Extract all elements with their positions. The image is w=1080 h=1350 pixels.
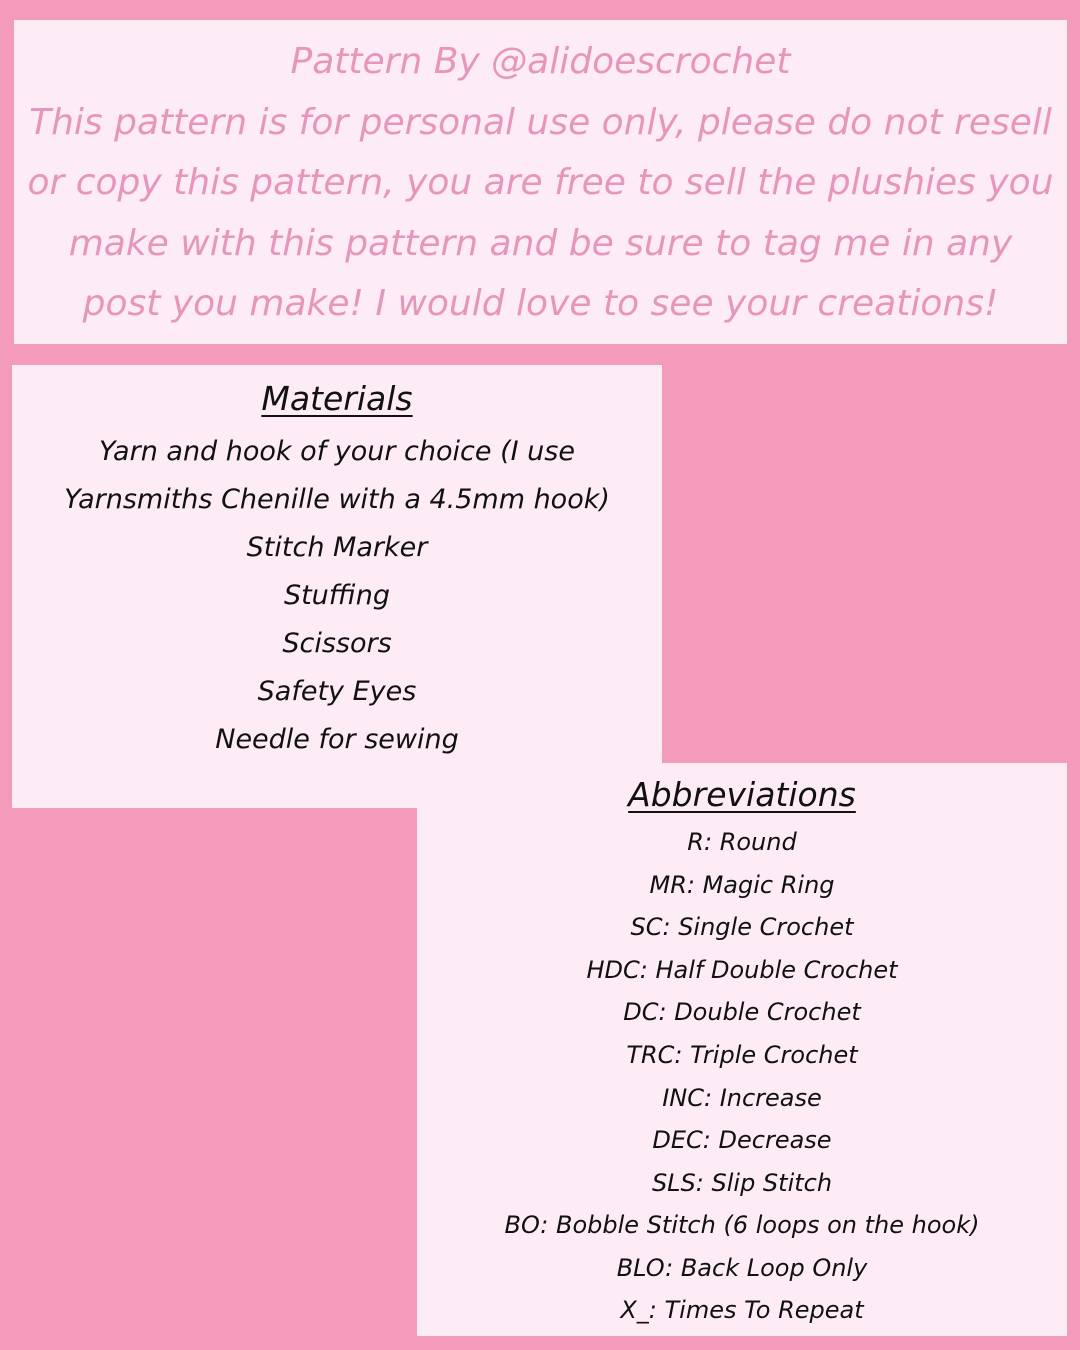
abbreviations-card <box>417 763 1067 1336</box>
abbreviations-heading <box>417 776 1067 814</box>
materials-card <box>12 365 662 808</box>
materials-item: Stuffing <box>283 580 391 611</box>
abbreviation-item: TRC: Triple Crochet <box>626 1041 858 1069</box>
notice-line: make with this pattern and be sure to tag me in any <box>68 223 1013 264</box>
materials-item: Stitch Marker <box>246 532 428 563</box>
copyright-notice-card <box>14 20 1067 344</box>
abbreviation-item: BO: Bobble Stitch (6 loops on the hook) <box>504 1211 980 1239</box>
materials-item: Yarnsmiths Chenille with a 4.5mm hook) <box>64 484 610 515</box>
abbreviation-item: MR: Magic Ring <box>649 871 835 899</box>
materials-heading <box>12 380 662 418</box>
pattern-credit: Pattern By @alidoescrochet <box>290 41 791 82</box>
notice-line: This pattern is for personal use only, please do not resell <box>29 102 1052 143</box>
materials-item: Safety Eyes <box>257 676 417 707</box>
abbreviation-item: DEC: Decrease <box>652 1126 832 1154</box>
materials-item: Yarn and hook of your choice (I use <box>99 436 575 467</box>
abbreviation-item: HDC: Half Double Crochet <box>586 956 898 984</box>
abbreviation-item: SLS: Slip Stitch <box>651 1169 833 1197</box>
materials-item: Needle for sewing <box>215 724 459 755</box>
notice-line: post you make! I would love to see your creations! <box>82 283 999 324</box>
abbreviation-item: X_: Times To Repeat <box>620 1296 864 1324</box>
abbreviation-item: DC: Double Crochet <box>623 998 861 1026</box>
materials-item: Scissors <box>282 628 392 659</box>
abbreviations-heading-text: Abbreviations <box>628 775 856 814</box>
abbreviation-item: SC: Single Crochet <box>630 913 854 941</box>
abbreviation-item: R: Round <box>687 828 797 856</box>
abbreviation-item: INC: Increase <box>662 1084 822 1112</box>
materials-heading-text: Materials <box>261 379 413 418</box>
abbreviation-item: BLO: Back Loop Only <box>616 1254 868 1282</box>
notice-line: or copy this pattern, you are free to sell the plushies you <box>27 162 1054 203</box>
